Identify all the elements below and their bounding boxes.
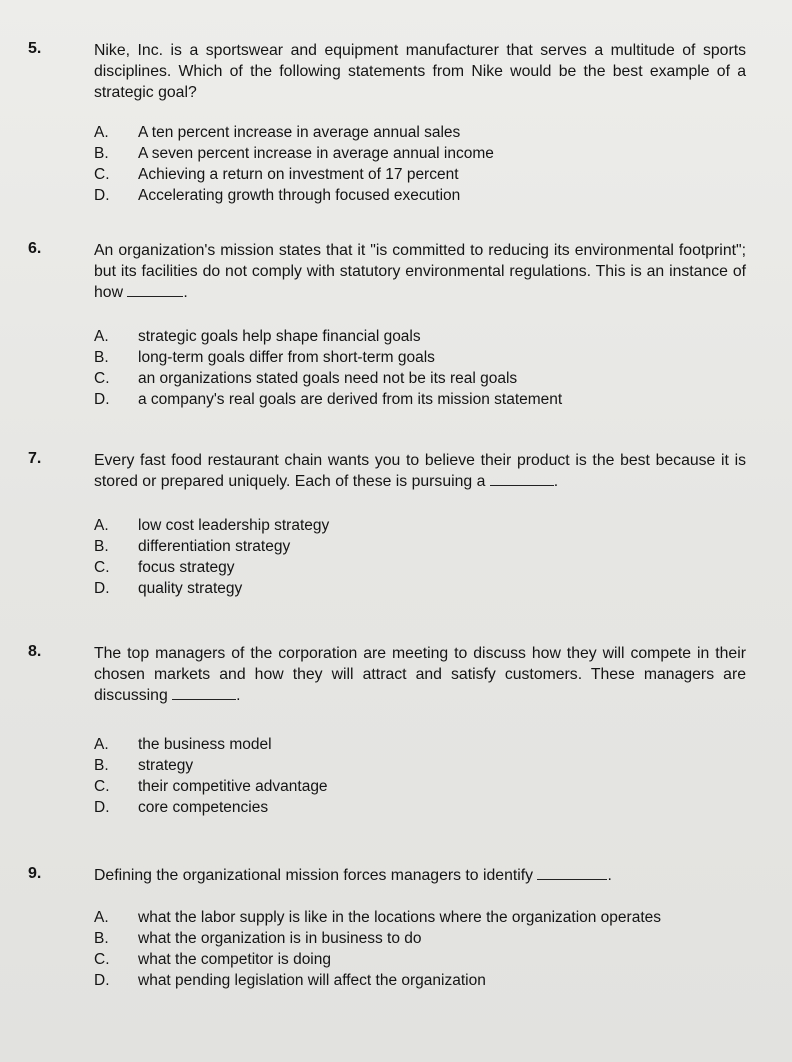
option-letter: B. (94, 757, 109, 774)
option-text: an organizations stated goals need not be its real goals (138, 370, 518, 387)
question-stem: Defining the organizational mission forces managers to identify (94, 867, 534, 884)
option-list (94, 515, 754, 599)
option-a[interactable] (94, 515, 754, 536)
question-number: 7. (28, 450, 42, 467)
option-c[interactable] (94, 776, 754, 797)
question-number: 6. (28, 240, 42, 257)
option-d[interactable] (94, 797, 754, 818)
option-text: what the competitor is doing (138, 951, 331, 968)
option-text: low cost leadership strategy (138, 517, 330, 534)
option-c[interactable] (94, 949, 754, 970)
option-d[interactable] (94, 970, 754, 991)
question-number: 9. (28, 865, 42, 882)
option-text: strategy (138, 757, 194, 774)
answer-blank[interactable] (127, 282, 183, 297)
option-letter: B. (94, 930, 109, 947)
option-text: Achieving a return on investment of 17 percent (138, 166, 459, 183)
answer-blank[interactable] (490, 471, 554, 486)
option-letter: D. (94, 391, 110, 408)
option-letter: D. (94, 580, 110, 597)
option-a[interactable] (94, 326, 754, 347)
option-letter: A. (94, 517, 109, 534)
question-text (94, 643, 746, 706)
question-number: 5. (28, 40, 42, 57)
question-text (94, 240, 746, 303)
option-d[interactable] (94, 389, 754, 410)
option-text: what the organization is in business to do (138, 930, 422, 947)
option-list (94, 734, 754, 818)
option-letter: A. (94, 909, 109, 926)
question-stem: An organization's mission states that it "is committed to reducing its environmental footprint"; but its facilities do not comply with statutory environmental regulations. This is an instance of how (94, 242, 746, 301)
option-b[interactable] (94, 755, 754, 776)
question-text (94, 865, 746, 886)
option-b[interactable] (94, 143, 754, 164)
option-letter: C. (94, 166, 110, 183)
option-text: A seven percent increase in average annual income (138, 145, 494, 162)
answer-blank[interactable] (172, 685, 236, 700)
option-text: differentiation strategy (138, 538, 291, 555)
option-text: long-term goals differ from short-term goals (138, 349, 435, 366)
option-text: Accelerating growth through focused execution (138, 187, 461, 204)
question-text (94, 40, 746, 103)
option-text: focus strategy (138, 559, 235, 576)
option-text: their competitive advantage (138, 778, 328, 795)
option-text: strategic goals help shape financial goals (138, 328, 421, 345)
option-c[interactable] (94, 164, 754, 185)
option-b[interactable] (94, 928, 754, 949)
option-text: quality strategy (138, 580, 243, 597)
option-letter: D. (94, 799, 110, 816)
question-text (94, 450, 746, 492)
option-letter: C. (94, 370, 110, 387)
option-text: A ten percent increase in average annual sales (138, 124, 461, 141)
option-c[interactable] (94, 368, 754, 389)
option-c[interactable] (94, 557, 754, 578)
option-letter: A. (94, 736, 109, 753)
blank-suffix: . (553, 473, 559, 490)
option-letter: B. (94, 538, 109, 555)
option-text: what pending legislation will affect the organization (138, 972, 486, 989)
option-list (94, 907, 754, 991)
option-d[interactable] (94, 578, 754, 599)
option-text: the business model (138, 736, 272, 753)
option-b[interactable] (94, 536, 754, 557)
option-letter: D. (94, 187, 110, 204)
option-letter: C. (94, 778, 110, 795)
blank-suffix: . (236, 687, 241, 704)
option-text: core competencies (138, 799, 269, 816)
question-stem: The top managers of the corporation are meeting to discuss how they will compete in their chosen markets and how they will attract and satisfy customers. These managers are discussing (94, 645, 746, 704)
question-number: 8. (28, 643, 42, 660)
answer-blank[interactable] (537, 865, 607, 880)
option-text: what the labor supply is like in the locations where the organization operates (138, 909, 662, 926)
question-stem: Nike, Inc. is a sportswear and equipment manufacturer that serves a multitude of sports disciplines. Which of the following statements from Nike would be the best example of a strategic goal? (94, 42, 746, 101)
option-letter: B. (94, 349, 109, 366)
option-letter: D. (94, 972, 110, 989)
question-stem: Every fast food restaurant chain wants you to believe their product is the best because it is stored or prepared uniquely. Each of these is pursuing a (94, 452, 746, 490)
blank-suffix: . (183, 284, 188, 301)
option-a[interactable] (94, 907, 754, 928)
blank-suffix: . (607, 867, 612, 884)
option-letter: C. (94, 559, 110, 576)
option-a[interactable] (94, 122, 754, 143)
option-letter: C. (94, 951, 110, 968)
option-letter: A. (94, 328, 109, 345)
option-list (94, 122, 754, 206)
option-list (94, 326, 754, 410)
option-text: a company's real goals are derived from its mission statement (138, 391, 563, 408)
option-b[interactable] (94, 347, 754, 368)
option-a[interactable] (94, 734, 754, 755)
option-letter: A. (94, 124, 109, 141)
option-d[interactable] (94, 185, 754, 206)
option-letter: B. (94, 145, 109, 162)
